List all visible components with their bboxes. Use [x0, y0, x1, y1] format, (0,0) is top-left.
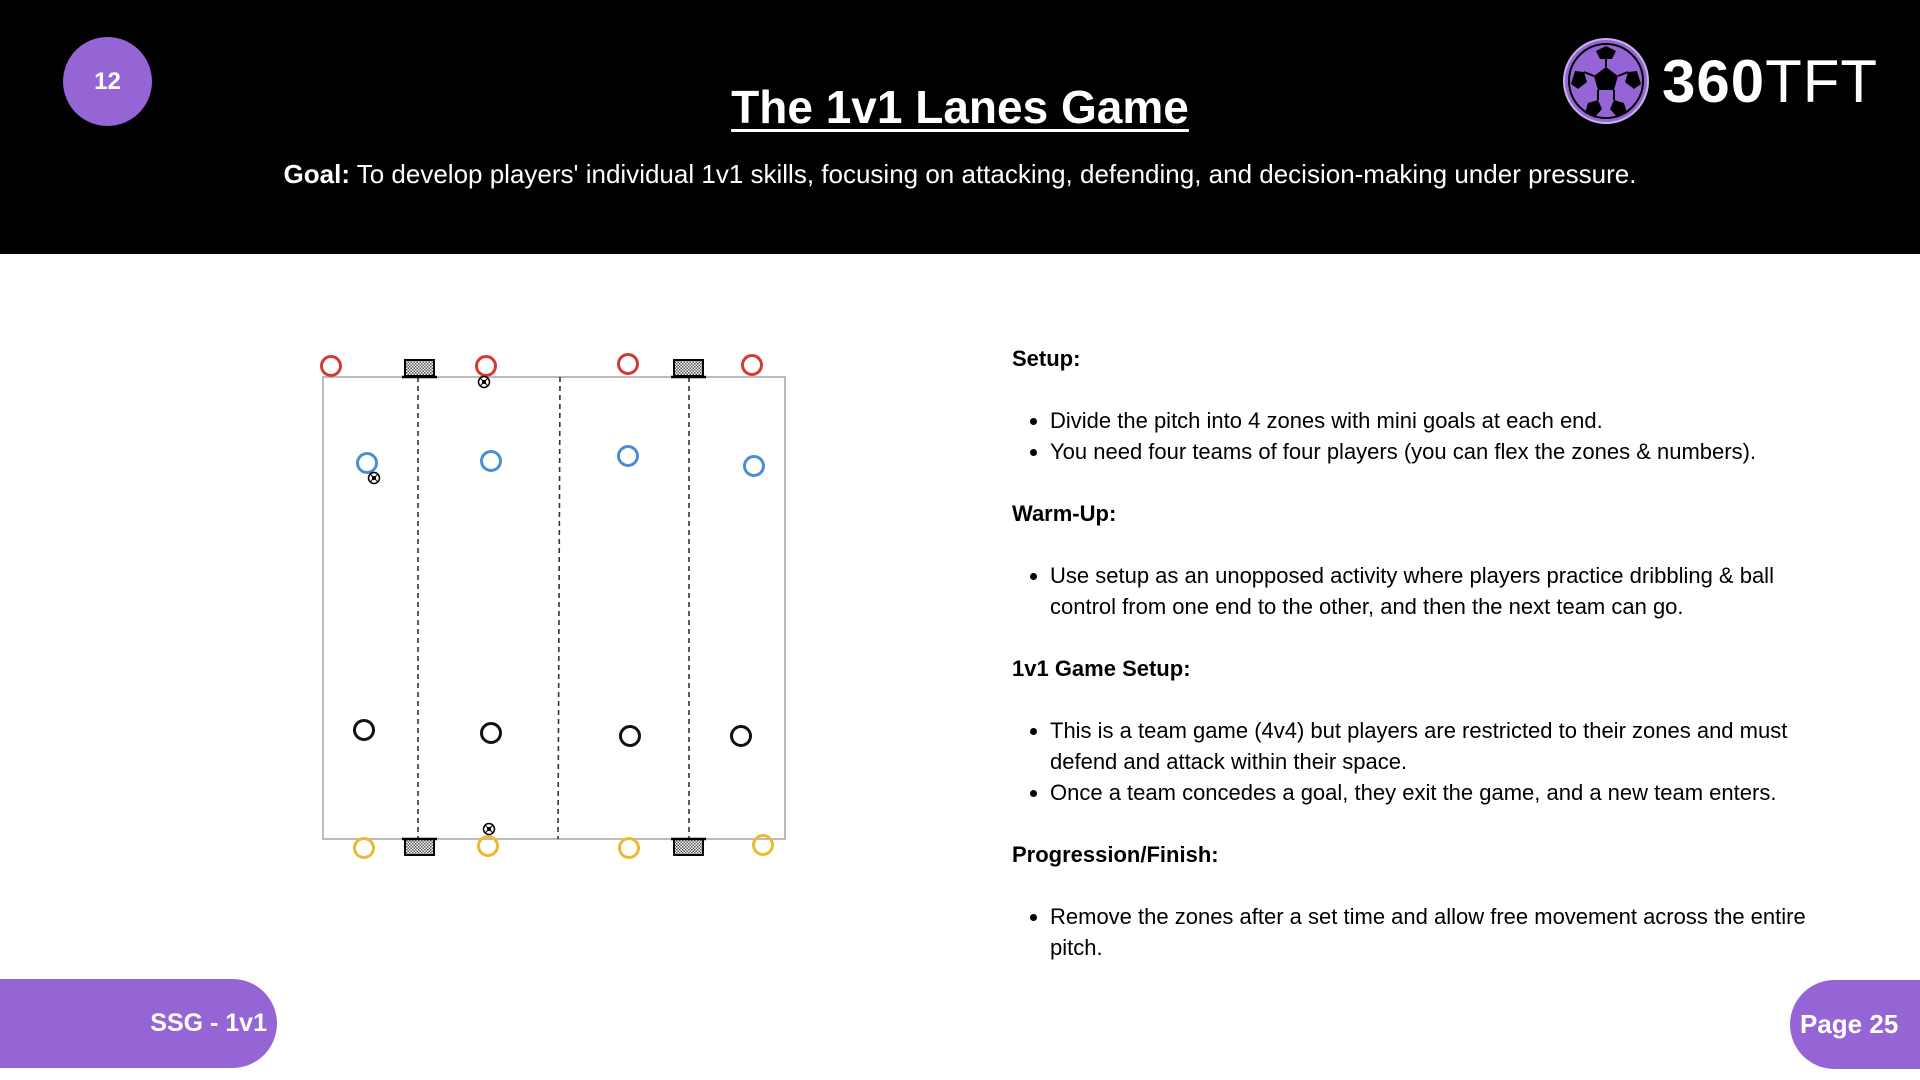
red-player-marker — [477, 357, 496, 376]
slide-number-badge: 12 — [63, 37, 152, 126]
goal-label: Goal: — [283, 159, 350, 189]
progression-bullet-list — [1012, 901, 1812, 963]
section-label-tab: SSG - 1v1 — [0, 979, 277, 1068]
yellow-player-marker — [620, 839, 639, 858]
mini-goal — [402, 839, 437, 855]
logo-wordmark-light: TFT — [1765, 47, 1879, 115]
list-item: • Divide the pitch into 4 zones with mini goals at each end. — [1050, 405, 1812, 436]
blue-player-marker — [745, 457, 764, 476]
section-title-progression: Progression/Finish: — [1012, 842, 1219, 867]
setup-bullet-list — [1012, 405, 1812, 467]
ball-icon — [369, 473, 380, 484]
brand-logo — [1562, 37, 1878, 125]
page-number-tab: Page 25 — [1790, 980, 1920, 1069]
goal-text: To develop players' individual 1v1 skills, focusing on attacking, defending, and decision-making under pressure. — [349, 159, 1637, 189]
list-item: • This is a team game (4v4) but players are restricted to their zones and must defend and attack within their space. — [1050, 715, 1812, 777]
ball-icon — [479, 377, 490, 388]
list-item: • Remove the zones after a set time and allow free movement across the entire pitch. — [1050, 901, 1812, 963]
black-player-marker — [355, 721, 374, 740]
black-player-marker — [482, 724, 501, 743]
logo-wordmark — [1662, 47, 1878, 116]
list-item: • Once a team concedes a goal, they exit the game, and a new team enters. — [1050, 777, 1812, 808]
black-player-marker — [621, 727, 640, 746]
blue-player-marker — [358, 454, 377, 473]
mini-goal — [671, 360, 706, 377]
mini-goal — [671, 839, 706, 855]
blue-player-marker — [619, 447, 638, 466]
goal-statement — [0, 159, 1920, 190]
section-title-game-setup: 1v1 Game Setup: — [1012, 656, 1191, 681]
game-setup-bullet-list — [1012, 715, 1812, 808]
logo-wordmark-bold: 360 — [1662, 47, 1766, 115]
yellow-player-marker — [355, 839, 374, 858]
mini-goal — [402, 360, 437, 377]
red-player-marker — [743, 356, 762, 375]
section-title-warm-up: Warm-Up: — [1012, 501, 1117, 526]
pitch-diagram — [310, 345, 800, 865]
blue-player-marker — [482, 452, 501, 471]
section-title-setup: Setup: — [1012, 346, 1081, 371]
ball-icon — [484, 824, 495, 835]
soccer-ball-icon — [1562, 37, 1650, 125]
page-title: The 1v1 Lanes Game — [731, 81, 1189, 133]
warm-up-bullet-list — [1012, 560, 1812, 622]
list-item: • You need four teams of four players (you can flex the zones & numbers). — [1050, 436, 1812, 467]
black-player-marker — [732, 727, 751, 746]
red-player-marker — [619, 355, 638, 374]
pitch-boundary — [323, 377, 785, 839]
list-item: • Use setup as an unopposed activity where players practice dribbling & ball control from one end to the other, and then the next team can go. — [1050, 560, 1812, 622]
red-player-marker — [322, 357, 341, 376]
header-bar — [0, 0, 1920, 254]
zone-divider-line — [558, 377, 560, 839]
session-instructions — [1012, 343, 1812, 994]
